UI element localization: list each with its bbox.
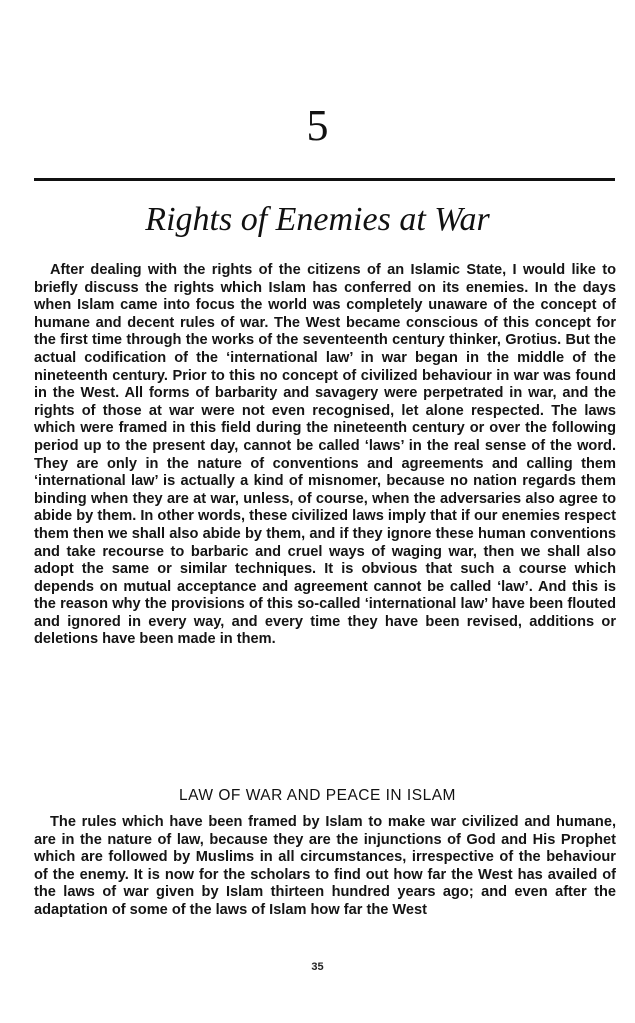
chapter-number: 5 [306, 101, 329, 150]
body-paragraph: After dealing with the rights of the citizens of an Islamic State, I would like to briefly discuss the rights which Islam has conferred on its enemies. In the days when Islam came into focus the world was completely unaware of the concept of humane and decent rules of war. The West became conscious of this concept for the first time through the works of the seventeenth century thinker, Grotius. But the actual codification of the ‘international law’ in war began in the middle of the nineteenth century. Prior to this no concept of civilized behaviour in war was found in the West. All forms of barbarity and savagery were perpetrated in war, and the rights of those at war were not even recognised, let alone respected. The laws which were framed in this field during the nineteenth century or over the following period up to the present day, cannot be called ‘laws’ in the real sense of the word. They are only in the nature of conventions and agreements and calling them ‘international law’ is actually a kind of misnomer, because no nation regards them binding when they are at war, unless, of course, when the adversaries also agree to abide by them. In other words, these civilized laws imply that if our enemies respect them then we shall also abide by them, and if they ignore these human conventions and take recourse to barbaric and cruel ways of waging war, then we shall also adopt the same or similar techniques. It is obvious that such a course which depends on mutual acceptance and agreement cannot be called ‘law’. And this is the reason why the provisions of this so-called ‘international law’ have been flouted and ignored in every way, and every time they have been revised, additions or deletions have been made in them. [34, 262, 616, 648]
section-heading: LAW OF WAR AND PEACE IN ISLAM [179, 787, 456, 804]
page-number: 35 [311, 961, 324, 973]
section-paragraph: The rules which have been framed by Islam to make war civilized and humane, are in the nature of law, because they are the injunctions of God and His Prophet which are followed by Muslims in all circumstances, irrespective of the behaviour of the enemy. It is now for the scholars to find out how far the West has availed of the laws of war given by Islam thirteen hundred years ago; and even after the adaptation of some of the laws of Islam how far the West [34, 814, 616, 918]
chapter-divider [34, 178, 615, 181]
chapter-title: Rights of Enemies at War [145, 201, 490, 238]
